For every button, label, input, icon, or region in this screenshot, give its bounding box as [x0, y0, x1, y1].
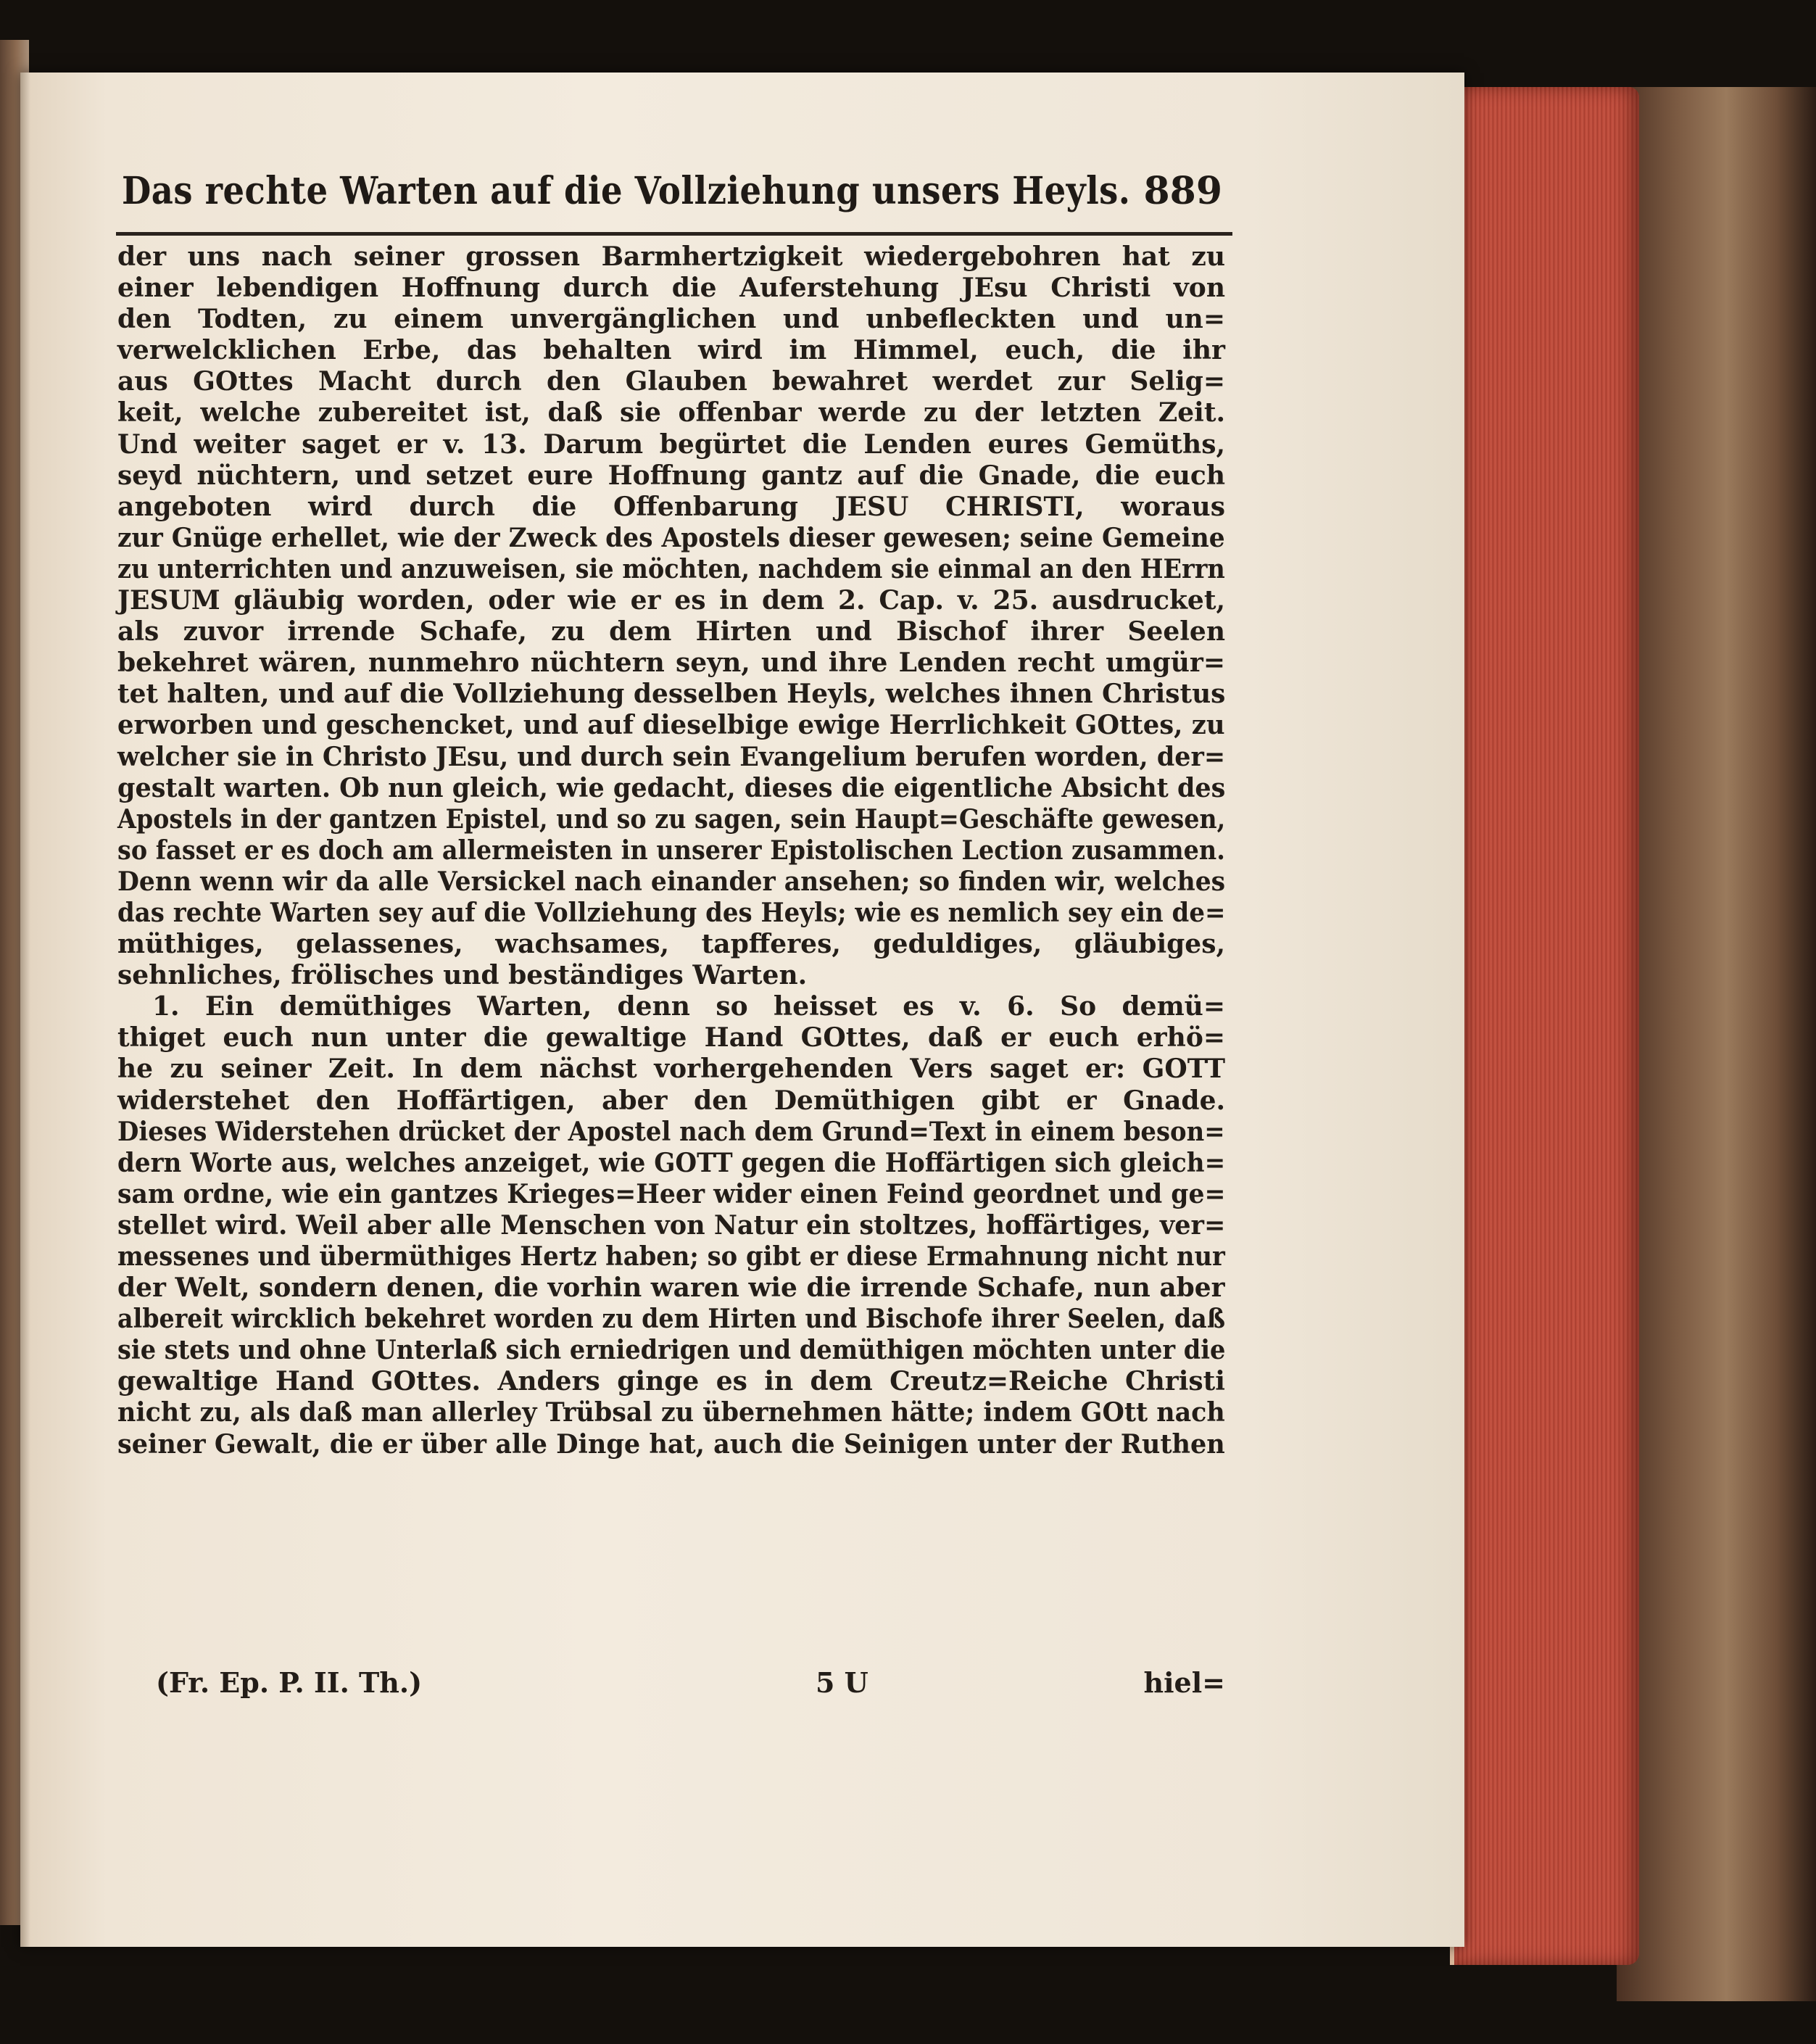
red-page-edges — [1450, 87, 1639, 1965]
text-line: müthiges, gelassenes, wachsames, tapfferes, geduldiges, gläubiges, — [117, 929, 1225, 960]
text-line: Dieses Widerstehen drücket der Apostel nach dem Grund=Text in einem beson= — [117, 1116, 1225, 1147]
page-footer — [156, 1666, 1225, 1707]
text-line: als zuvor irrende Schafe, zu dem Hirten und Bischof ihrer Seelen — [117, 616, 1225, 647]
text-line: seiner Gewalt, die er über alle Dinge hat, auch die Seinigen unter der Ruthen — [117, 1428, 1225, 1460]
text-line: zur Gnüge erhellet, wie der Zweck des Apostels dieser gewesen; seine Gemeine — [117, 522, 1225, 553]
text-line: he zu seiner Zeit. In dem nächst vorhergehenden Vers saget er: GOTT — [117, 1054, 1225, 1085]
signature-mark: (Fr. Ep. P. II. Th.) — [156, 1666, 423, 1699]
text-line: sie stets und ohne Unterlaß sich erniedrigen und demüthigen möchten unter die — [117, 1335, 1226, 1366]
text-line: so fasset er es doch am allermeisten in unserer Epistolischen Lection zusammen. — [117, 835, 1225, 866]
text-line: thiget euch nun unter die gewaltige Hand GOttes, daß er euch erhö= — [117, 1022, 1225, 1054]
text-line: angeboten wird durch die Offenbarung JESU CHRISTI, woraus — [117, 491, 1225, 522]
text-line: tet halten, und auf die Vollziehung desselben Heyls, welches ihnen Christus — [117, 679, 1226, 710]
page-number: 889 — [1143, 169, 1222, 213]
text-line: erworben und geschencket, und auf dieselbige ewige Herrlichkeit GOttes, zu — [117, 710, 1225, 741]
text-line: nicht zu, als daß man allerley Trübsal zu übernehmen hätte; indem GOtt nach — [117, 1397, 1225, 1428]
text-line: stellet wird. Weil aber alle Menschen von Natur ein stoltzes, hoffärtiges, ver= — [117, 1209, 1226, 1241]
text-line: verwelcklichen Erbe, das behalten wird im Himmel, euch, die ihr — [117, 335, 1225, 366]
body-text — [117, 241, 1225, 1692]
text-line: sam ordne, wie ein gantzes Krieges=Heer wider einen Feind geordnet und ge= — [117, 1178, 1226, 1209]
text-line: der uns nach seiner grossen Barmhertzigkeit wiedergebohren hat zu — [117, 241, 1225, 272]
text-line: messenes und übermüthiges Hertz haben; so gibt er diese Ermahnung nicht nur — [117, 1241, 1225, 1272]
text-line: Und weiter saget er v. 13. Darum begürtet die Lenden eures Gemüths, — [117, 429, 1225, 460]
text-line: der Welt, sondern denen, die vorhin waren wie die irrende Schafe, nun aber — [117, 1273, 1225, 1304]
catchword: hiel= — [1143, 1666, 1225, 1699]
text-line: zu unterrichten und anzuweisen, sie möchten, nachdem sie einmal an den HErrn — [117, 553, 1225, 584]
text-line: Apostels in der gantzen Epistel, und so zu sagen, sein Haupt=Geschäfte gewesen, — [117, 803, 1226, 835]
text-line: dern Worte aus, welches anzeiget, wie GOTT gegen die Hoffärtigen sich gleich= — [117, 1147, 1226, 1178]
text-line: bekehret wären, nunmehro nüchtern seyn, und ihre Lenden recht umgür= — [117, 647, 1225, 679]
text-line: gestalt warten. Ob nun gleich, wie gedacht, dieses die eigentliche Absicht des — [117, 772, 1226, 803]
page-gutter — [20, 73, 30, 1947]
text-line: widerstehet den Hoffärtigen, aber den Demüthigen gibt er Gnade. — [117, 1085, 1225, 1116]
text-line: gewaltige Hand GOttes. Anders ginge es in dem Creutz=Reiche Christi — [117, 1366, 1225, 1397]
header-rule — [116, 232, 1232, 236]
running-head — [116, 163, 1232, 228]
text-line: JESUM gläubig worden, oder wie er es in dem 2. Cap. v. 25. ausdrucket, — [117, 585, 1225, 616]
text-line: keit, welche zubereitet ist, daß sie offenbar werde zu der letzten Zeit. — [117, 397, 1225, 429]
text-line: sehnliches, frölisches und beständiges Warten. — [117, 960, 808, 991]
text-line: aus GOttes Macht durch den Glauben bewahret werdet zur Selig= — [117, 366, 1225, 397]
quire-signature: 5 U — [816, 1666, 868, 1699]
text-line: welcher sie in Christo JEsu, und durch sein Evangelium berufen worden, der= — [117, 741, 1226, 772]
text-line: 1. Ein demüthiges Warten, denn so heisset es v. 6. So demü= — [152, 991, 1225, 1022]
text-line: Denn wenn wir da alle Versickel nach einander ansehen; so finden wir, welches — [117, 866, 1226, 897]
text-line: den Todten, zu einem unvergänglichen und unbefleckten und un= — [117, 304, 1225, 335]
text-line: einer lebendigen Hoffnung durch die Auferstehung JEsu Christi von — [117, 273, 1225, 304]
text-line: das rechte Warten sey auf die Vollziehung des Heyls; wie es nemlich sey ein de= — [117, 897, 1226, 928]
book-cover-right — [1617, 87, 1816, 2001]
running-head-title: Das rechte Warten auf die Vollziehung unsers Heyls. — [122, 169, 1131, 213]
text-line: albereit wircklich bekehret worden zu dem Hirten und Bischofe ihrer Seelen, daß — [117, 1304, 1226, 1335]
text-line: seyd nüchtern, und setzet eure Hoffnung gantz auf die Gnade, die euch — [117, 460, 1225, 491]
